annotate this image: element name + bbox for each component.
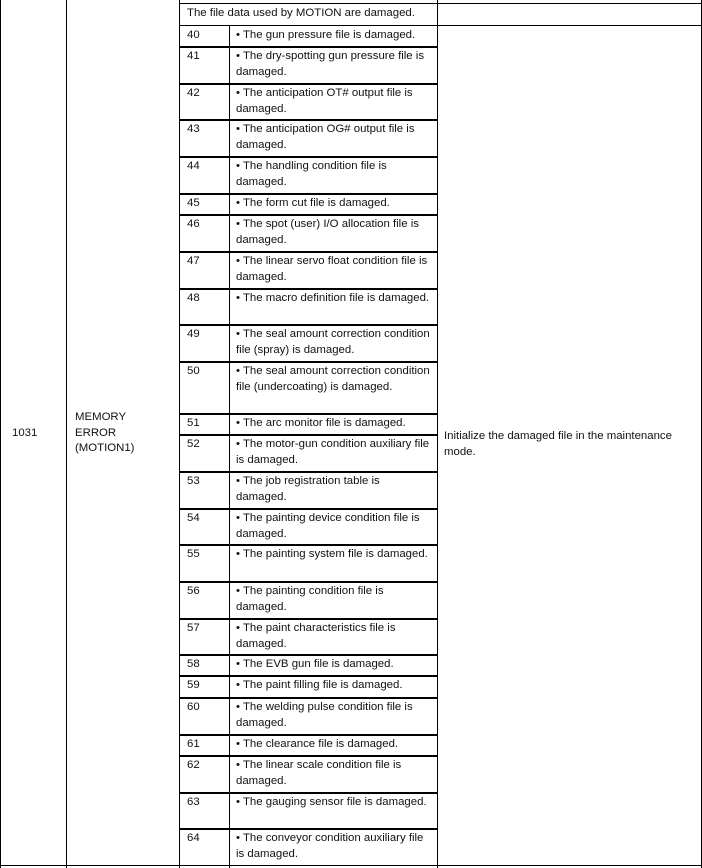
sub-code-number: 43 [187, 123, 200, 135]
sub-code-description: • The linear servo float condition file is damaged. [236, 255, 428, 283]
row-border [179, 675, 438, 677]
sub-code-number: 59 [187, 679, 200, 691]
row-border [179, 324, 438, 326]
sub-code-number: 45 [187, 197, 200, 209]
sub-code-number: 47 [187, 255, 200, 267]
row-border [179, 755, 438, 757]
sub-code-description: • The form cut file is damaged. [236, 197, 390, 209]
row-border [179, 193, 438, 195]
sub-code-description: • The job registration table is damaged. [236, 475, 380, 503]
sub-code-description: • The clearance file is damaged. [236, 738, 399, 750]
row-border [179, 46, 438, 48]
row-border [179, 434, 438, 436]
sub-code-number: 61 [187, 738, 200, 750]
sub-code-number: 60 [187, 701, 200, 713]
sub-code-description: • The motor-gun condition auxiliary file is damaged. [236, 438, 430, 466]
sub-code-header: The file data used by MOTION are damaged. [187, 7, 415, 19]
sub-code-number: 41 [187, 50, 200, 62]
row-border [179, 792, 438, 794]
row-border [179, 654, 438, 656]
sub-code-description: • The painting device condition file is damaged. [236, 512, 420, 540]
sub-code-description: • The painting condition file is damaged. [236, 585, 384, 613]
sub-code-number: 54 [187, 512, 200, 524]
sub-code-number: 53 [187, 475, 200, 487]
sub-code-number: 49 [187, 328, 200, 340]
sub-code-description: • The linear scale condition file is damaged. [236, 759, 402, 787]
sub-code-description: • The conveyor condition auxiliary file is damaged. [236, 832, 424, 860]
remedy-text: Initialize the damaged file in the maintenance mode. [444, 430, 672, 458]
sub-code-description: • The macro definition file is damaged. [236, 292, 430, 304]
sub-code-number: 57 [187, 622, 200, 634]
sub-code-description: • The gun pressure file is damaged. [236, 29, 416, 41]
sub-code-description: • The anticipation OG# output file is damaged. [236, 123, 415, 151]
alarm-name: MEMORY ERROR (MOTION1) [75, 411, 135, 454]
row-border [179, 25, 702, 26]
sub-code-description: • The gauging sensor file is damaged. [236, 796, 427, 808]
col-border [0, 0, 1, 868]
row-border [179, 697, 438, 699]
row-border [179, 828, 438, 830]
sub-code-number: 52 [187, 438, 200, 450]
row-border [179, 471, 438, 473]
row-border [179, 581, 438, 583]
sub-code-number: 42 [187, 87, 200, 99]
sub-code-number: 40 [187, 29, 200, 41]
row-border [179, 618, 438, 620]
row-border [179, 734, 438, 736]
sub-code-description: • The welding pulse condition file is damaged. [236, 701, 413, 729]
sub-code-description: • The painting system file is damaged. [236, 548, 428, 560]
sub-code-description: • The dry-spotting gun pressure file is damaged. [236, 50, 425, 78]
sub-code-number: 56 [187, 585, 200, 597]
row-border [179, 361, 438, 363]
sub-code-description: • The EVB gun file is damaged. [236, 658, 394, 670]
sub-code-description: • The seal amount correction condition file (undercoating) is damaged. [236, 365, 430, 393]
row-border [179, 156, 438, 158]
sub-code-number: 46 [187, 218, 200, 230]
col-border [229, 25, 230, 868]
sub-code-description: • The seal amount correction condition file (spray) is damaged. [236, 328, 430, 356]
row-border [179, 288, 438, 290]
row-border [179, 508, 438, 510]
sub-code-description: • The spot (user) I/O allocation file is damaged. [236, 218, 419, 246]
sub-code-number: 48 [187, 292, 200, 304]
sub-code-number: 44 [187, 160, 200, 172]
sub-code-number: 63 [187, 796, 200, 808]
row-border [179, 83, 438, 85]
sub-code-description: • The handling condition file is damaged. [236, 160, 387, 188]
row-border [179, 3, 702, 4]
row-border [179, 413, 438, 415]
col-border [66, 0, 67, 868]
sub-code-description: • The anticipation OT# output file is damaged. [236, 87, 413, 115]
sub-code-number: 58 [187, 658, 200, 670]
sub-code-number: 55 [187, 548, 200, 560]
row-border [179, 119, 438, 121]
sub-code-description: • The paint filling file is damaged. [236, 679, 403, 691]
row-border [0, 865, 702, 866]
row-border [179, 251, 438, 253]
row-border [179, 544, 438, 546]
row-border [179, 214, 438, 216]
sub-code-number: 50 [187, 365, 200, 377]
sub-code-number: 51 [187, 417, 200, 429]
alarm-code: 1031 [12, 427, 38, 439]
sub-code-number: 62 [187, 759, 200, 771]
sub-code-number: 64 [187, 832, 200, 844]
sub-code-description: • The paint characteristics file is damaged. [236, 622, 396, 650]
sub-code-description: • The arc monitor file is damaged. [236, 417, 406, 429]
